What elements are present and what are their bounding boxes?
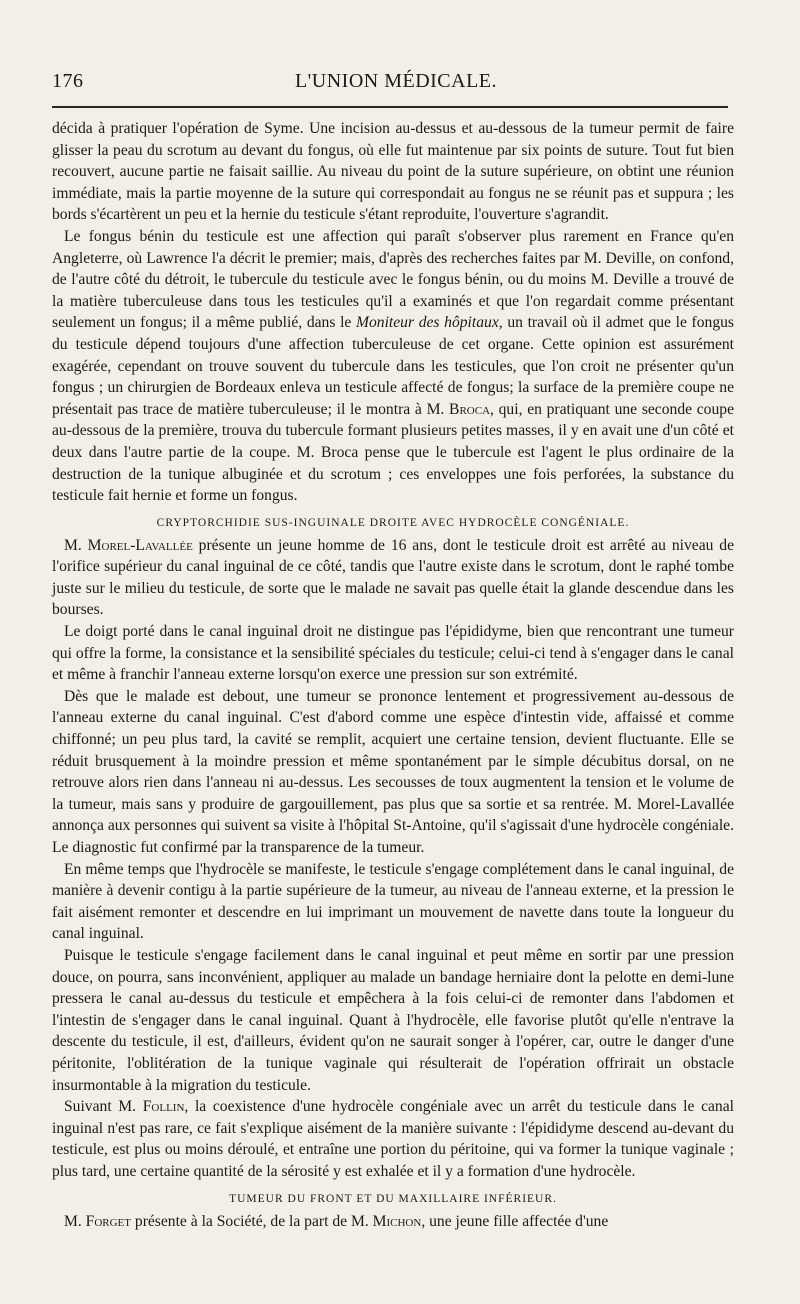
header-rule xyxy=(52,106,728,108)
paragraph-7: Puisque le testicule s'engage facilement dans le canal inguinal et peut même en sortir par une pression douce, on pourra, sans inconvénient, appliquer au malade un bandage herniaire dont la pelotte en demi-lune pressera le canal au-dessus du testicule et empêchera à la fois celui-ci de remonter dans l'abdomen et l'intestin de s'engager dans le canal inguinal. Quant à l'hydrocèle, elle favorise plutôt qu'elle n'entrave la descente du testicule, il est, d'ailleurs, évident qu'on ne saurait songer à l'opérer, car, outre le danger d'une péritonite, l'oblitération de la tunique vaginale qui résulterait de l'opération offrirait un obstacle insurmontable à la migration du testicule. xyxy=(52,946,734,1094)
journal-citation: Moniteur des hôpitaux, xyxy=(356,314,503,332)
author-broca: M. Broca xyxy=(426,400,491,418)
paragraph-8 xyxy=(52,1096,734,1182)
paragraph-2-text-a: Le fongus bénin du testicule est une affection qui paraît s'observer plus rarement en France qu'en Angleterre, où Lawrence l'a décrit le premier; mais, d'après des recherches faites par M. Deville, on confond, de l'autre côté du détroit, le tubercule du testicule avec le fongus bénin, ou du moins M. Deville a trouvé de la matière tuberculeuse dans tous les testicules qu'il a examinés et que l'on regardait comme présentant seulement un fongus; il a même publié, dans le xyxy=(52,227,734,332)
author-follin: Follin xyxy=(142,1098,185,1116)
paragraph-1: décida à pratiquer l'opération de Syme. Une incision au-dessus et au-dessous de la tumeur permit de faire glisser la peau du scrotum au devant du fongus, où elle fut maintenue par six points de suture. Tout fut bien recouvert, aucune partie ne faisait saillie. Au niveau du point de la suture supérieure, on obtint une réunion immédiate, mais la partie moyenne de la suture qui correspondait au fongus ne se réunit pas et suppura ; les bords s'écartèrent un peu et la hernie du testicule s'étant reproduite, l'ouverture s'agrandit. xyxy=(52,120,734,224)
paragraph-8-text-b: , la coexistence d'une hydrocèle congéniale avec un arrêt du testicule dans le canal inguinal n'est pas rare, ce fait s'explique aisément de la manière suivante : l'épididyme descend au-devant du testicule, est plus ou moins déroulé, et entraîne une portion du péritoine, qui va former la tunique vaginale ; plus tard, une certaine quantité de la sérosité y est exhalée et il y a formation d'une hydrocèle. xyxy=(52,1098,734,1180)
running-head xyxy=(52,70,740,100)
journal-title: L'UNION MÉDICALE. xyxy=(294,70,498,92)
paragraph-3-text: présente un jeune homme de 16 ans, dont le testicule droit est arrêté au niveau de l'orifice supérieur du canal inguinal de ce côté, tandis que l'autre existe dans le scrotum, dont le raphé tombe juste sur le milieu du testicule, de sorte que le malade ne savait pas quelle était la glande descendue dans les bourses. xyxy=(52,536,734,619)
paragraph-2-text-c: , qui, en pratiquant une seconde coupe au-dessous de la première, trouva du tubercule formant plusieurs petites masses, il y en avait une d'un côté et deux dans l'autre partie de la coupe. M. Broca pense que le tubercule est l'agent le plus ordinaire de la destruction de la tunique albuginée et du scrotum ; ces enveloppes une fois perforées, la substance du testicule fait hernie et forme un fongus. xyxy=(52,400,734,505)
paragraph-8-text-a: Suivant M. xyxy=(64,1098,143,1116)
author-morel-lavallee: M. Morel-Lavallée xyxy=(64,536,193,554)
paragraph-3 xyxy=(52,535,734,621)
section-heading-tumeur: TUMEUR DU FRONT ET DU MAXILLAIRE INFÉRIEUR. xyxy=(229,1192,557,1205)
paragraph-2 xyxy=(52,226,734,507)
section-heading-cryptorchidie: CRYPTORCHIDIE SUS-INGUINALE DROITE AVEC HYDROCÈLE CONGÉNIALE. xyxy=(156,516,630,529)
paragraph-2-text-b: un travail où il admet que le fongus du testicule dépend toujours d'une affection tuberculeuse de cet organe. Cette opinion est assurément exagérée, cependant on trouve souvent du tubercule dans les testicules, que l'on croit ne présenter qu'un fongus ; un chirurgien de Bordeaux enleva un testicule affecté de fongus; la surface de la première coupe ne présentait pas trace de matière tuberculeuse; il le montra à xyxy=(52,314,734,418)
author-michon: M. Michon xyxy=(350,1212,422,1230)
article-body-2 xyxy=(52,535,734,1183)
page-number: 176 xyxy=(52,70,84,92)
paragraph-4: Le doigt porté dans le canal inguinal droit ne distingue pas l'épididyme, bien que rencontrant une tumeur qui offre la forme, la consistance et la sensibilité spéciales du testicule; celui-ci tend à s'engager dans le canal et même à franchir l'anneau externe lorsqu'on exerce une pression sur son extrémité. xyxy=(52,623,734,684)
article-body xyxy=(52,118,734,507)
article-body-3 xyxy=(52,1211,734,1233)
paragraph-5: Dès que le malade est debout, une tumeur se prononce lentement et progressivement au-dessous de l'anneau externe du canal inguinal. C'est d'abord comme une espèce d'intestin vide, affaissé et comme chiffonné; un peu plus tard, la cavité se remplit, acquiert une certaine tension, devient fluctuante. Elle se réduit brusquement à la moindre pression et même spontanément par le simple décubitus dorsal, on ne retrouve alors rien dans l'anneau ni au-dessus. Les secousses de toux augmentent la tension et le volume de la tumeur, mais sans y produire de gargouillement, pas plus que sa sortie et sa rentrée. M. Morel-Lavallée annonça aux personnes qui suivent sa visite à l'hôpital St-Antoine, qu'il s'agissait d'une hydrocèle congéniale. Le diagnostic fut confirmé par la transparence de la tumeur. xyxy=(52,687,734,856)
author-forget: M. Forget xyxy=(64,1212,131,1230)
paragraph-9-text-a: présente à la Société, de la part de xyxy=(131,1212,351,1230)
paragraph-9 xyxy=(52,1211,734,1233)
paragraph-6: En même temps que l'hydrocèle se manifeste, le testicule s'engage complétement dans le canal inguinal, de manière à devenir contigu à la partie supérieure de la tumeur, au niveau de l'anneau externe, et la pression le fait aisément remonter et descendre en lui imprimant un mouvement de navette dans toute la longueur du canal inguinal. xyxy=(52,860,734,943)
paragraph-9-text-b: , une jeune fille affectée d'une xyxy=(421,1212,609,1230)
